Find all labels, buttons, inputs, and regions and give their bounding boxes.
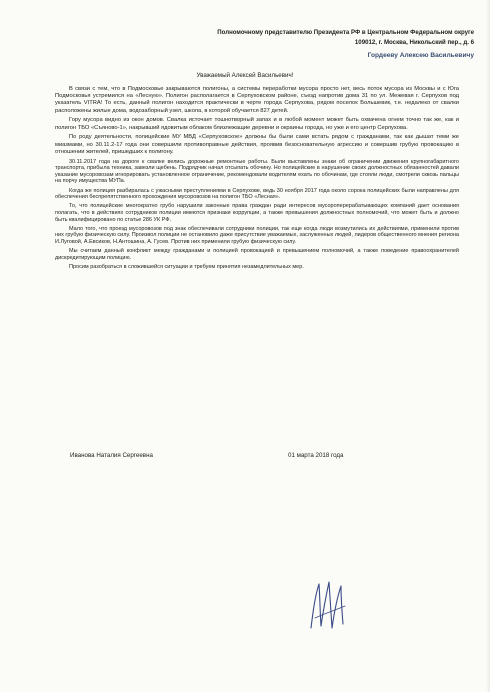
signer-name: Иванова Наталия Сергеевна — [70, 452, 153, 459]
paragraph: Просим разобраться в сложившейся ситуации и требуем принятия незамедлительных мер. — [69, 263, 304, 270]
addressee-name: Гордееву Алексею Васильевичу — [367, 52, 474, 59]
paragraph: Мы считаем данный конфликт между гражданами и полицией провокацией и превышением полномочий, а также поведение правоохранителей дискредитирующим полицию. — [55, 248, 459, 261]
paragraph: Гору мусора видно из окон домов. Свалка источает тошнотворный запах и в любой момент может быть охвачена огнем точно так же, как и полигон ТБО «Съяново-1», накрывший ядовитым облаком близлежащие деревни и окраины города, но уже и его центр Серпухова. — [55, 117, 459, 131]
paragraph: В связи с тем, что в Подмосковье закрываются полигоны, а системы переработки мусора просто нет, весь поток мусора из Москвы и с Юга Подмосковья устремился на «Лесную». Полигон располагается в Серпуховском районе, съезд напротив дома 31 по ул. Межевая г. Серпухов под указатель VITRA! То есть, данный полигон находится практически в черте города Серпухова, рядом поселок Большевик, т.е. недалеко от свалки расположены жилые дома, водозаборный узел, школа, в которой обучается 827 детей. — [55, 86, 459, 114]
paragraph: По роду деятельности, полицейские МУ МВД «Серпуховское» должны бы были сами встать рядом с гражданами, так как дышат теми же миазмами, но 30.11.2-17 года они совершили противоправные действия, проявив безосновательную агрессию и совершив грубую провокацию в отношении жителей, пришедших к полигону. — [55, 134, 459, 155]
page-edge-shadow — [486, 0, 490, 692]
handwritten-signature — [305, 578, 351, 632]
recipient-line: Полномочному представителю Президента РФ в Центральном Федеральном округе — [217, 29, 474, 36]
letter-body — [55, 86, 459, 273]
letter-date: 01 марта 2018 года — [288, 452, 344, 459]
paragraph: 30.11.2017 года на дороге к свалке велись дорожные ремонтные работы. Были выставлены знаки об ограничении движения крупногабаритного транспорта, прибыла техника, завезли щебень. Подрядчик начал отсыпать обочину. Но полицейские в нарушение своих должностных обязанностей давали указание мусоровозам игнорировать установленное ограничение, рекомендовали водителям ехать по обочинам, где стояли люди, смотрели сквозь пальцы на порчу имущества МУПа. — [55, 158, 459, 185]
paragraph: То, что полицейские многократно грубо нарушили законные права граждан ради интересов мусороперерабатывающих компаний дает основания полагать, что в действиях сотрудников полиции имеются признаки коррупции, а также превышения должностных полномочий, что может быть и должно быть квалифицировано по статье 286 УК РФ. — [55, 203, 459, 223]
address-line: 109012, г. Москва, Никольский пер., д. 6 — [354, 39, 474, 46]
paragraph: Когда же полиция разбиралась с ужасными преступлениями в Серпухове, ведь 30 ноября 2017 года около сорока полицейских были направлены для обеспечения беспрепятственного прохождения мусоровозов на полигон ТБО «Лесная». — [55, 187, 459, 201]
greeting: Уважаемый Алексей Васильевич! — [196, 72, 294, 79]
paragraph: Мало того, что проезд мусоровозов под знак обеспечивали сотрудники полиции, так еще когда люди возмутились их действиями, применили против них грубую физическую силу. Произвол полиции не остановило даже присутствие уважаемых, заслуженных людей, лидеров общественного мнения региона И.Луговой, А.Евсиков, Н.Антошина, А. Гусев. Против них применили грубую физическую силу. — [55, 225, 459, 245]
